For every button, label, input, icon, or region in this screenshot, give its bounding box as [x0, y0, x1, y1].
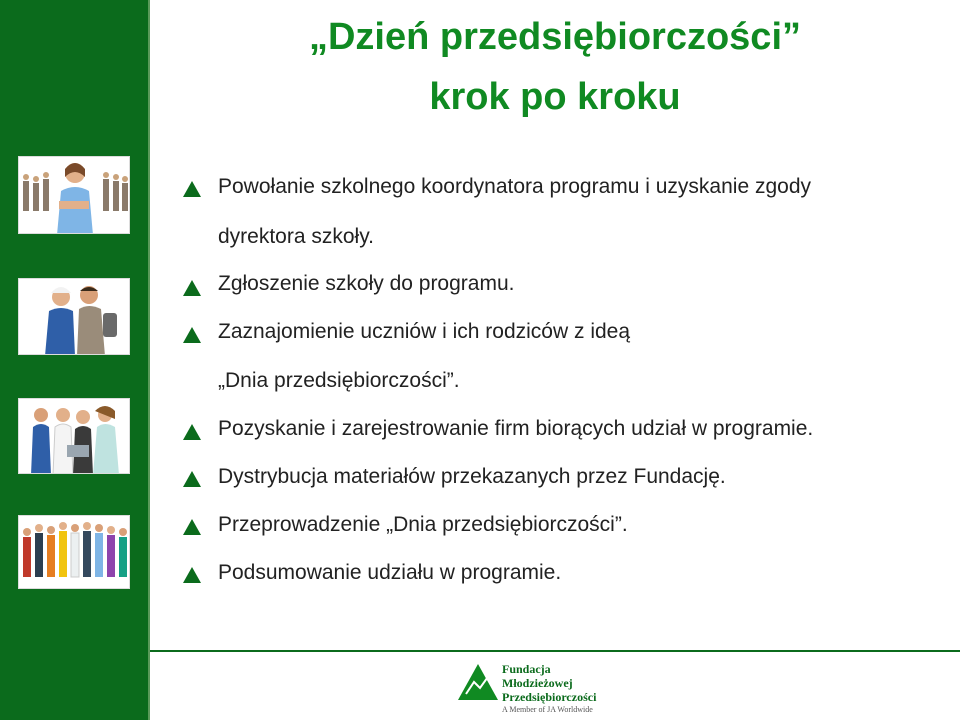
photo-crowd-professions	[18, 515, 130, 589]
bullet-triangle-icon	[183, 567, 201, 583]
bullet-triangle-icon	[183, 327, 201, 343]
photo-two-workers	[18, 278, 130, 355]
logo-line1: Fundacja	[502, 662, 551, 676]
photo-workers-group	[18, 156, 130, 234]
bullet-triangle-icon	[183, 424, 201, 440]
list-item: Przeprowadzenie „Dnia przedsiębiorczości”.	[218, 513, 628, 536]
photo-professionals	[18, 398, 130, 474]
bullet-triangle-icon	[183, 181, 201, 197]
footer-divider	[150, 650, 960, 652]
bullet-triangle-icon	[183, 471, 201, 487]
logo-triangle-icon	[458, 664, 498, 700]
page-title-line2: krok po kroku	[429, 76, 681, 118]
logo-line3: Przedsiębiorczości	[502, 690, 597, 704]
list-item: Pozyskanie i zarejestrowanie firm biorących udział w programie.	[218, 417, 814, 440]
list-item: Dystrybucja materiałów przekazanych przez Fundację.	[218, 465, 726, 488]
list-item: Powołanie szkolnego koordynatora programu i uzyskanie zgody	[218, 175, 812, 198]
bullet-triangle-icon	[183, 280, 201, 296]
bullet-triangle-icon	[183, 519, 201, 535]
page-title-line1: „Dzień przedsiębiorczości”	[308, 16, 801, 58]
list-item: Zgłoszenie szkoły do programu.	[218, 272, 515, 295]
list-item: Podsumowanie udziału w programie.	[218, 561, 562, 584]
sidebar-panel	[0, 0, 148, 720]
list-item-continuation: dyrektora szkoły.	[218, 225, 374, 248]
list-item: Zaznajomienie uczniów i ich rodziców z ideą	[218, 320, 631, 343]
logo-tagline: A Member of JA Worldwide	[502, 705, 593, 714]
logo-line2: Młodzieżowej	[502, 676, 573, 690]
list-item-continuation: „Dnia przedsiębiorczości”.	[218, 369, 460, 392]
